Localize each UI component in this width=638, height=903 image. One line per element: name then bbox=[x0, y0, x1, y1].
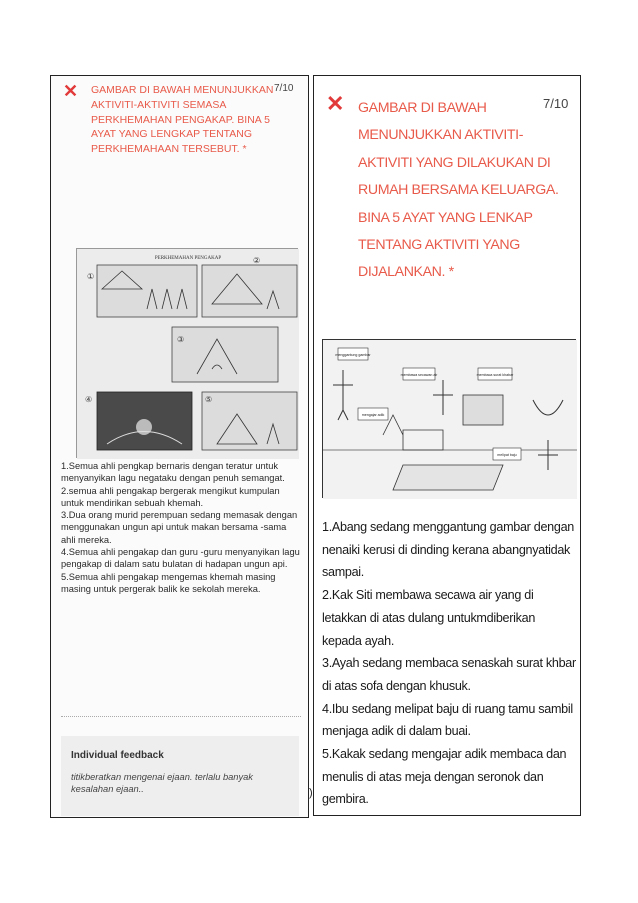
answer-line-1: 1.Semua ahli pengkap bernaris dengan teratur untuk menyanyikan lagu negataku dengan penuh semangat. bbox=[61, 461, 285, 484]
scene-2-frame bbox=[202, 265, 297, 317]
family-home-illustration bbox=[322, 339, 576, 498]
scene-4-campfire bbox=[136, 419, 152, 435]
scene-number-2: ② bbox=[253, 256, 261, 265]
left-question-card bbox=[50, 75, 309, 818]
figure-father-newspaper bbox=[463, 395, 503, 425]
right-question-card bbox=[313, 75, 581, 816]
answer-line-2: 2.Kak Siti membawa secawa air yang di letakkan di atas dulang untukmdiberikan kepada ayah. bbox=[322, 588, 536, 648]
scene-number-4: ④ bbox=[85, 395, 93, 404]
close-icon[interactable]: ✕ bbox=[63, 81, 79, 101]
feedback-box bbox=[61, 736, 299, 816]
illustration-label-2: membawa secawan air bbox=[400, 373, 438, 377]
scene-number-1: ① bbox=[87, 272, 95, 281]
answer-line-5: 5.Kakak sedang mengajar adik membaca dan menulis di atas meja dengan seronok dan gembira. bbox=[322, 747, 567, 807]
illustration-label-3: membaca surat khabar bbox=[476, 373, 514, 377]
answer-text bbox=[322, 516, 577, 811]
illustration-label-1: menggantung gambar bbox=[335, 353, 371, 357]
question-counter: 7/10 bbox=[543, 96, 569, 111]
scene-3-frame bbox=[172, 327, 278, 382]
answer-line-2: 2.semua ahli pengakap bergerak mengikut kumpulan untuk mendirikan sebuah khemah. bbox=[61, 485, 280, 508]
scout-camp-illustration bbox=[76, 248, 298, 458]
feedback-label: Individual feedback bbox=[71, 750, 164, 761]
illustration-label-4: mengajar adik bbox=[361, 413, 385, 417]
scene-number-5: ⑤ bbox=[205, 395, 213, 404]
answer-text bbox=[61, 460, 301, 595]
stray-mark: ) bbox=[309, 787, 313, 799]
answer-line-4: 4.Ibu sedang melipat baju di ruang tamu sambil menjaga adik di dalam buai. bbox=[322, 701, 573, 739]
answer-line-5: 5.Semua ahli pengakap mengemas khemah masing masing untuk pergerak balik ke sekolah mereka. bbox=[61, 571, 276, 594]
question-counter: 7/10 bbox=[274, 83, 294, 94]
answer-line-3: 3.Ayah sedang membaca senaskah surat khbar di atas sofa dengan khusuk. bbox=[322, 656, 576, 693]
question-title: GAMBAR DI BAWAH MENUNJUKKAN AKTIVITI-AKTIVITI YANG DILAKUKAN DI RUMAH BERSAMA KELUARGA. BINA 5 AYAT YANG LENKAP TENTANG AKTIVITI YANG DIJALANKAN. * bbox=[358, 100, 559, 281]
close-icon[interactable]: ✕ bbox=[326, 91, 345, 116]
scene-1-frame bbox=[97, 265, 197, 317]
family-home-drawing bbox=[323, 340, 577, 499]
scout-camp-drawing bbox=[77, 249, 299, 459]
answer-line-1: 1.Abang sedang menggantung gambar dengan nenaiki kerusi di dinding kerana abangnyatidak sampai. bbox=[322, 520, 574, 580]
answer-line-4: 4.Semua ahli pengakap dan guru -guru menyanyikan lagu pengakap di dalam satu bulatan di hadapan ungun api. bbox=[61, 547, 300, 570]
illustration-label-5: melipat baju bbox=[497, 453, 517, 457]
rug bbox=[393, 465, 503, 490]
answer-line-3: 3.Dua orang murid perempuan sedang memasak dengan menggunakan ungun api untuk makan bersama -sama ahli mereka. bbox=[61, 510, 298, 545]
question-title: GAMBAR DI BAWAH MENUNJUKKAN AKTIVITI-AKTIVITI SEMASA PERKHEMAHAN PENGAKAP. BINA 5 AYAT YANG LENGKAP TENTANG PERKHEMAHAAN TERSEBUT. * bbox=[91, 84, 274, 156]
scene-number-3: ③ bbox=[177, 335, 185, 344]
scene-5-frame bbox=[202, 392, 297, 450]
illustration-caption: PERKHEMAHAN PENGAKAP bbox=[154, 256, 222, 261]
feedback-text: titikberatkan mengenai ejaan. terlalu banyak kesalahan ejaan.. bbox=[71, 772, 253, 794]
divider bbox=[61, 716, 301, 717]
